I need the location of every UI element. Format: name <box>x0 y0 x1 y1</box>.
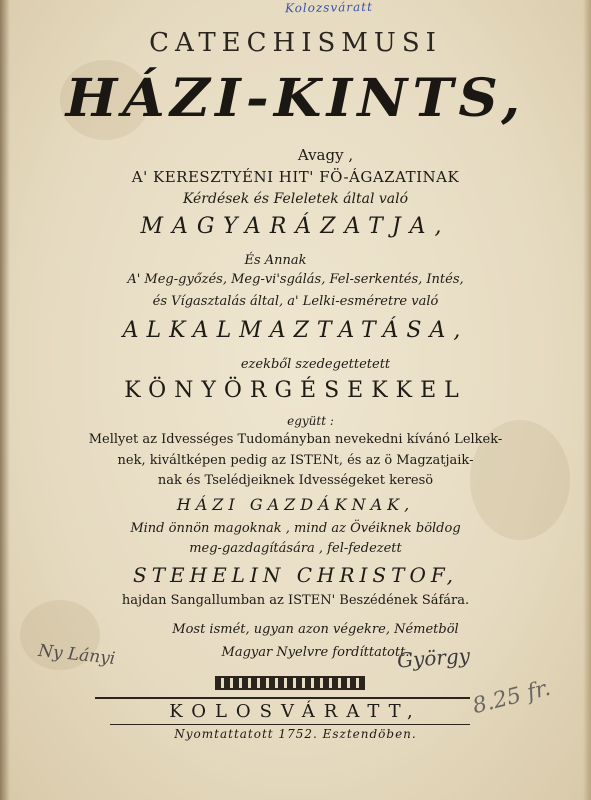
translation-line-2: Magyar Nyelvre fordíttatott. <box>221 645 410 660</box>
means-line-1: A' Meg-győzés, Meg-vi'sgálás, Fel-serkentés, Intés, <box>127 272 464 287</box>
purpose-line-2: meg-gazdagítására , fel-fedezett <box>189 541 402 556</box>
hazi-gazdaknak-heading: HÁZI GAZDÁKNAK, <box>176 495 415 514</box>
handwritten-price: 8.25 fr. <box>470 675 554 720</box>
dedication-line-2: nek, kiváltképen pedig az ISTENt, és az ö Magzatjaik- <box>117 453 474 468</box>
imprint-date: Nyomtattatott 1752. Esztendöben. <box>174 727 417 741</box>
library-stamp: Kolozsváratt <box>284 0 373 16</box>
translation-line-1: Most ismét, ugyan azon végekre, Németböl <box>172 622 459 637</box>
magyarazatja-heading: MAGYARÁZATJA, <box>140 214 451 239</box>
purpose-line-1: Mind önnön magoknak , mind az Övéiknek böldog <box>130 521 461 536</box>
author-description: hajdan Sangallumban az ISTEN' Beszédének Sáfára. <box>121 593 470 608</box>
dedication-line-3: nak és Tselédjeiknek Idvességeket keresö <box>157 473 434 488</box>
dedication-line-1: Mellyet az Idvességes Tudományban nevekedni kívánó Lelkek- <box>88 432 503 447</box>
questions-line: Kérdések és Feleletek által való <box>182 191 409 207</box>
handwritten-note-left: Ny Lányi <box>37 641 117 669</box>
alkalmaztatasa-heading: ALKALMAZTATÁSA, <box>122 318 469 343</box>
printer-ornament <box>215 676 365 690</box>
subtitle: A' KERESZTYÉNI HIT' FÖ-ÁGAZATINAK <box>131 168 460 186</box>
author-name: STEHELIN CHRISTOF, <box>133 563 458 587</box>
egyutt-text: együtt : <box>287 414 334 428</box>
means-line-2: és Vígasztalás által, a' Lelki-esméretre való <box>152 294 439 309</box>
handwritten-signature: György <box>396 643 471 673</box>
ezekbol-text: ezekből szedegettetett <box>240 357 391 372</box>
imprint-city: KOLOSVÁRATT, <box>169 701 422 722</box>
title-line-2: HÁZI-KINTS, <box>65 68 526 129</box>
rule-top <box>95 697 470 699</box>
title-line-1: CATECHISMUSI <box>149 28 442 58</box>
konyorgesekkel-heading: KÖNYÖRGÉSEKKEL <box>124 378 467 403</box>
es-annak-text: És Annak <box>244 253 307 268</box>
avagy-text: Avagy , <box>297 146 354 164</box>
rule-bottom <box>110 724 470 725</box>
